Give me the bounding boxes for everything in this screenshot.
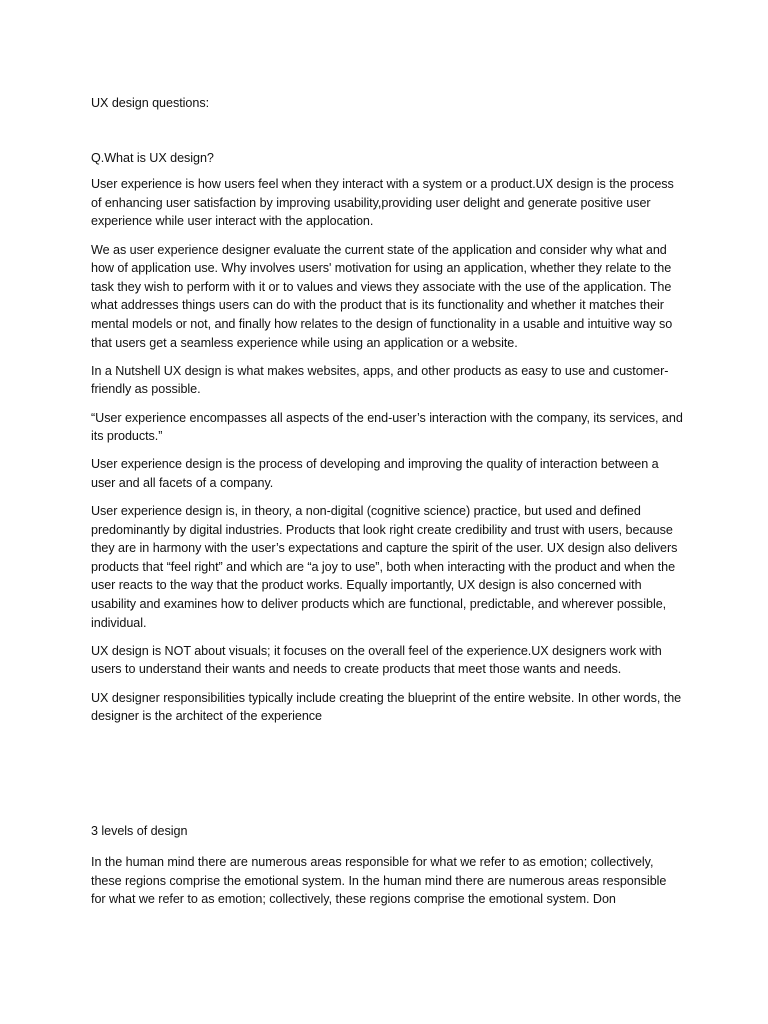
paragraph-3: In a Nutshell UX design is what makes websites, apps, and other products as easy to use and customer-friendly as possible.: [91, 363, 669, 397]
blank-space: [91, 735, 683, 822]
paragraph-6: User experience design is, in theory, a non-digital (cognitive science) practice, but used and defined predominantly by digital industries. Products that look right create credibility and trust with users, because they are in harmony with the user’s expectations and capture the spirit of the user. UX design also delivers products that “feel right” and which are “a joy to use”, both when interacting with the product and when the user reacts to the way that the product works. Equally importantly, UX design is also concerned with usability and examines how to deliver products which are functional, predictable, and wherever possible, individual.: [91, 504, 678, 630]
section-paragraph: In the human mind there are numerous areas responsible for what we refer to as emotion; collectively, these regions comprise the emotional system. In the human mind there are numerous areas responsible for what we refer to as emotion; collectively, these regions comprise the emotional system. Don: [91, 854, 667, 907]
paragraph-5: User experience design is the process of developing and improving the quality of interaction between a user and all facets of a company.: [91, 457, 659, 490]
paragraph-2: We as user experience designer evaluate the current state of the application and consider why what and how of application use. Why involves users' motivation for using an application, whether they relate to the task they wish to perform with it or to values and views they associate with the use of the application. The what addresses things users can do with the product that is its functionality and whether it matches their mental models or not, and finally how relates to the design of functionality in a usable and intuitive way so that users get a seamless experience while using an application or a website.: [91, 242, 673, 350]
section-heading: 3 levels of design: [91, 824, 188, 839]
paragraph-8: UX designer responsibilities typically include creating the blueprint of the entire website. In other words, the designer is the architect of the experience: [91, 690, 682, 724]
document-body: [91, 94, 683, 918]
question-heading: Q.What is UX design?: [91, 150, 214, 165]
quote-paragraph: “User experience encompasses all aspects of the end-user’s interaction with the company, its services, and its products.”: [91, 410, 683, 444]
paragraph-1: User experience is how users feel when they interact with a system or a product.UX design is the process of enhancing user satisfaction by improving usability,providing user delight and generate positive user experience while user interact with the applocation.: [91, 177, 674, 229]
document-title: UX design questions:: [91, 96, 210, 110]
paragraph-7: UX design is NOT about visuals; it focuses on the overall feel of the experience.UX designers work with users to understand their wants and needs to create products that meet those wants and needs.: [91, 643, 662, 677]
